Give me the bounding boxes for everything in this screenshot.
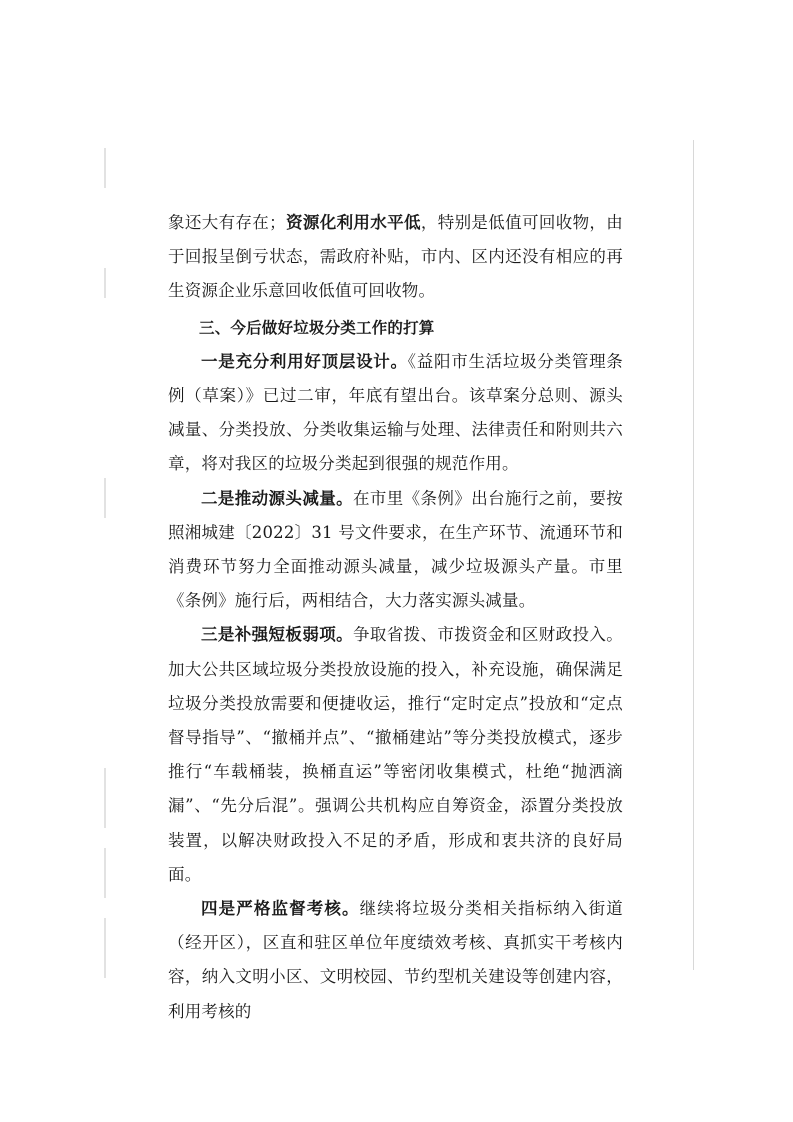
paragraph-lead: 二是推动源头减量。 bbox=[201, 488, 353, 508]
scan-edge-line bbox=[693, 140, 694, 970]
paragraph-text: 《益阳市生活垃圾分类管理条例（草案）》已过二审，年底有望出台。该草案分总则、源头减量、分类投放、分类收集运输与处理、法律责任和附则共六章，将对我区的垃圾分类起到很强的规范作用。 bbox=[168, 351, 623, 474]
document-body bbox=[168, 206, 623, 1029]
paragraph-4 bbox=[168, 892, 623, 1029]
paragraph-3 bbox=[168, 618, 623, 892]
paragraph-2 bbox=[168, 482, 623, 619]
paragraph-continued bbox=[168, 206, 623, 309]
paragraph-lead: 四是严格监督考核。 bbox=[201, 899, 360, 919]
paragraph-text: 争取省拨、市拨资金和区财政投入。加大公共区域垃圾分类投放设施的投入，补充设施，确保满足垃圾分类投放需要和便捷收运，推行“定时定点”投放和“定点督导指导”、“撤桶并点”、“撤桶建站”等分类投放模式，逐步推行“车载桶装，换桶直运”等密闭收集模式，杜绝“抛洒滴漏”、“先分后混”。强调公共机构应自筹资金，添置分类投放装置，以解决财政投入不足的矛盾，形成和衷共济的良好局面。 bbox=[168, 625, 623, 884]
scan-binding-marks bbox=[104, 148, 114, 978]
paragraph-text: 象还大有存在； bbox=[168, 213, 286, 232]
paragraph-lead: 一是充分利用好顶层设计。 bbox=[201, 351, 408, 371]
paragraph-bold-phrase: 资源化利用水平低 bbox=[285, 213, 421, 232]
paragraph-text: ，特别是低值可回收物，由于回报呈倒亏状态，需政府补贴，市内、区内还没有相应的再生资源企业乐意回收低值可回收物。 bbox=[168, 213, 623, 301]
paragraph-text: 在市里《条例》出台施行之前，要按照湘城建〔2022〕31 号文件要求，在生产环节、流通环节和消费环节努力全面推动源头减量，减少垃圾源头产量。市里《条例》施行后，两相结合，大力落实源头减量。 bbox=[168, 488, 623, 611]
section-heading: 三、今后做好垃圾分类工作的打算 bbox=[199, 318, 435, 337]
paragraph-1 bbox=[168, 345, 623, 482]
paragraph-lead: 三是补强短板弱项。 bbox=[201, 625, 353, 645]
paragraph-text: 继续将垃圾分类相关指标纳入街道（经开区），区直和驻区单位年度绩效考核、真抓实干考核内容，纳入文明小区、文明校园、节约型机关建设等创建内容，利用考核的 bbox=[168, 899, 623, 1021]
